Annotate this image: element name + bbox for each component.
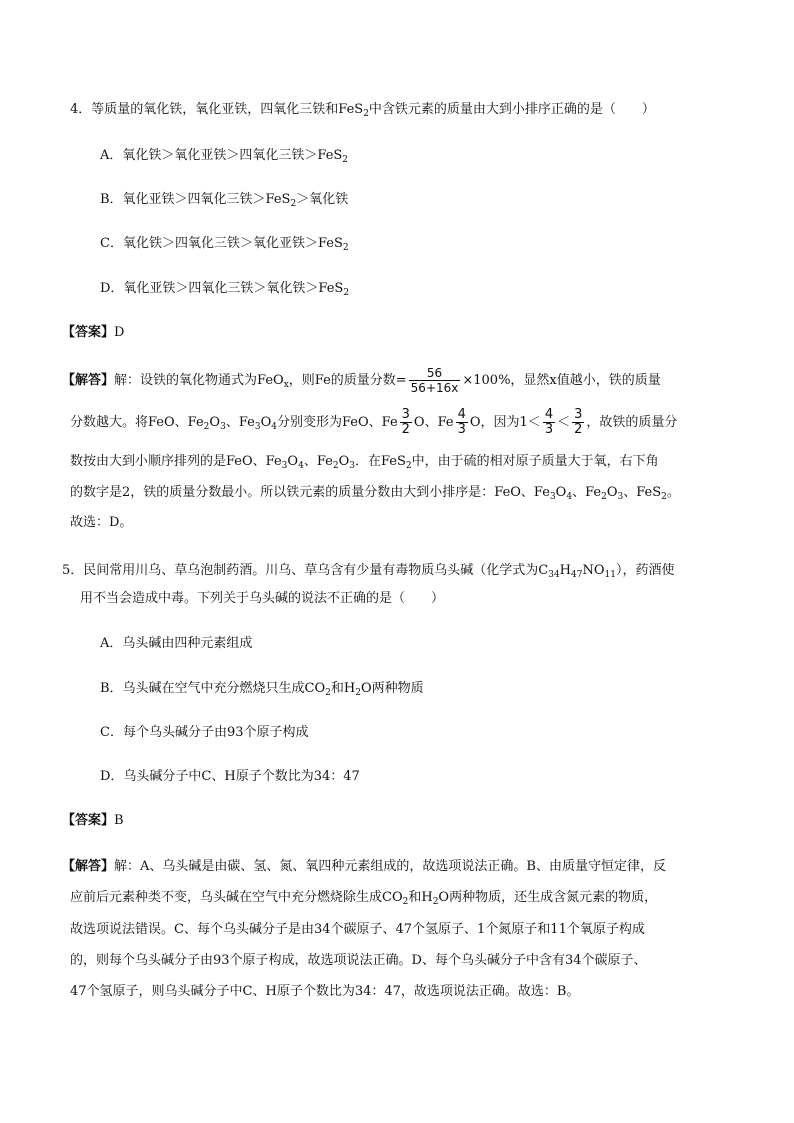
q5-explain-line-2	[70, 888, 657, 908]
q4-explain-l4-b: O	[555, 485, 567, 500]
q4-explain-l2-e: 分别变形为FeO、Fe	[276, 415, 398, 430]
fraction-56-num: 56	[409, 366, 461, 381]
q5-stem1-b: H	[559, 563, 572, 578]
q4-explain-l3-a: 数按由大到小顺序排列的是FeO、Fe	[70, 454, 282, 469]
q4-explain-l2-b: O	[209, 415, 221, 430]
q4-explain-l3-sub-1: 3	[281, 461, 288, 471]
q4-explain-l4-sub-5: 2	[661, 492, 667, 502]
q4-explain-l4-sub-2: 4	[566, 492, 573, 502]
q4-explain-l2-sub-3: 3	[254, 422, 261, 432]
fraction-4-3	[456, 408, 468, 437]
q5-stem1-sub-1: 34	[548, 570, 560, 580]
q5-stem-line-2: 用不当会造成中毒。下列关于乌头碱的说法不正确的是（ ）	[80, 591, 445, 606]
q4-option-d	[100, 279, 349, 299]
q4-option-a	[100, 146, 348, 166]
q5-answer	[62, 811, 124, 831]
fraction-3-2-b-den: 2	[574, 422, 583, 437]
q4-explain-line-1	[62, 366, 661, 396]
q4-option-c-sub: 2	[342, 243, 349, 253]
q4-explain-l4-f: 。	[666, 485, 680, 500]
q5-stem-line-1	[62, 561, 674, 581]
q4-option-c-text: C．氧化铁＞四氧化三铁＞氧化亚铁＞FeS	[100, 236, 343, 251]
q5-option-a: A．乌头碱由四种元素组成	[100, 636, 253, 651]
fraction-3-2-den: 2	[401, 422, 410, 437]
q4-explain-l4-sub-3: 2	[601, 492, 607, 502]
answer-value: D	[114, 325, 125, 340]
q5-explain-line-5: 47个氢原子，则乌头碱分子中C、H原子个数比为34：47，故选项说法正确。故选：B。	[70, 984, 580, 999]
fraction-56	[409, 366, 461, 395]
q5-explain-e1: 解：A、乌头碱是由碳、氢、氮、氧四种元素组成的，故选项说法正确。B、由质量守恒定律，反	[114, 859, 666, 874]
q5-explain-e2-c: O两种物质，还生成含氮元素的物质，	[438, 890, 658, 905]
q4-option-b-text: B．氧化亚铁＞四氧化三铁＞FeS	[100, 192, 291, 207]
q4-explain-l2-i: ，故铁的质量分	[586, 415, 678, 430]
q4-explain-l1-c: ×100%，显然x值越小，铁的质量	[462, 373, 661, 388]
q5-option-d: D．乌头碱分子中C、H原子个数比为34：47	[100, 769, 360, 784]
q4-explain-l3-c: 、Fe	[303, 454, 333, 469]
q5-explain-e2-sub-2: 2	[432, 897, 439, 907]
q4-explain-l3-sub-2: 4	[298, 461, 304, 471]
q5-stem1-sub-3: 11	[604, 570, 616, 580]
fraction-3-2-b-num: 3	[574, 407, 583, 422]
q4-explain-line-4	[70, 483, 680, 503]
q5-explain-line-1	[62, 857, 666, 877]
q5-explain-line-4: 的，则每个乌头碱分子由93个原子构成，故选项说法正确。D、每个乌头碱分子中含有34个碳原子、	[70, 953, 647, 968]
q5-stem1-d: ），药酒使	[615, 563, 675, 578]
q5-explain-e2-sub-1: 2	[402, 897, 409, 907]
q4-option-b	[100, 190, 348, 210]
q5-stem1-c: NO	[582, 563, 605, 578]
fraction-56-den: 56+16x	[410, 381, 459, 395]
explain-tag: 【解答】	[62, 373, 115, 388]
fraction-4-3-den: 3	[457, 422, 466, 437]
q4-explain-l2-g: O，因为1＜	[469, 415, 541, 430]
q5-option-b-b: 和H	[330, 681, 356, 696]
q4-option-b-tail: ＞氧化铁	[296, 192, 349, 207]
q4-explain-l4-sub-1: 3	[549, 492, 556, 502]
q5-stem1-a: 5．民间常用川乌、草乌泡制药酒。川乌、草乌含有少量有毒物质乌头碱（化学式为C	[62, 563, 549, 578]
q4-option-c	[100, 234, 349, 254]
answer-tag: 【答案】	[62, 325, 115, 340]
q4-stem-text: 4．等质量的氧化铁，氧化亚铁，四氧化三铁和FeS	[70, 102, 364, 117]
q4-option-a-text: A．氧化铁＞氧化亚铁＞四氧化三铁＞FeS	[100, 148, 343, 163]
fraction-3-2	[400, 408, 412, 437]
q4-explain-l4-sub-4: 3	[617, 492, 624, 502]
q5-option-b	[100, 679, 424, 699]
q5-explain-line-3: 故选项说法错误。C、每个乌头碱分子是由34个碳原子、47个氢原子、1个氮原子和11个氧原子构成	[70, 922, 645, 937]
q4-explain-l2-c: 、Fe	[225, 415, 255, 430]
q4-explain-l3-d: O	[338, 454, 350, 469]
q4-explain-l2-sub-2: 3	[220, 422, 226, 432]
q4-explain-l1-a: 解：设铁的氧化物通式为FeO	[114, 373, 284, 388]
q4-explain-l2-f: O、Fe	[413, 415, 454, 430]
explain-tag: 【解答】	[62, 859, 115, 874]
q4-explain-line-3	[70, 452, 659, 472]
q5-option-c: C．每个乌头碱分子由93个原子构成	[100, 725, 309, 740]
q5-stem1-sub-2: 47	[571, 570, 583, 580]
q4-explain-l4-a: 的数字是2，铁的质量分数最小。所以铁元素的质量分数由大到小排序是：FeO、Fe	[70, 485, 550, 500]
q4-option-d-text: D．氧化亚铁＞四氧化三铁＞氧化铁＞FeS	[100, 281, 344, 296]
q4-explain-l2-h: ＜	[557, 415, 571, 430]
fraction-3-2-num: 3	[401, 407, 410, 422]
q5-explain-e2-b: 和H	[408, 890, 433, 905]
q4-explain-l3-b: O	[287, 454, 299, 469]
q4-stem-sub: 2	[363, 109, 369, 119]
q4-option-a-sub: 2	[342, 155, 349, 165]
q4-explain-l4-c: 、Fe	[572, 485, 602, 500]
q5-option-b-c: O两种物质	[360, 681, 424, 696]
q4-explain-l2-d: O	[260, 415, 272, 430]
q4-explain-l2-sub-4: 4	[271, 422, 277, 432]
q4-explain-l2-sub-1: 2	[203, 422, 210, 432]
q4-answer	[62, 323, 124, 343]
fraction-3-2-b	[572, 408, 584, 437]
fraction-4-3-b-den: 3	[544, 422, 554, 437]
q4-explain-l4-e: 、FeS	[623, 485, 662, 500]
q4-option-d-sub: 2	[343, 288, 350, 298]
q4-explain-l3-sub-5: 2	[405, 461, 412, 471]
q4-explain-l3-sub-3: 2	[332, 461, 339, 471]
fraction-4-3-b	[543, 408, 555, 437]
q4-explain-line-2	[70, 408, 677, 438]
q4-explain-l2-a: 分数越大。将FeO、Fe	[70, 415, 204, 430]
q4-explain-l1-sub: x	[283, 380, 289, 390]
answer-tag: 【答案】	[62, 813, 115, 828]
q4-stem	[70, 100, 655, 120]
fraction-4-3-b-num: 4	[544, 407, 554, 422]
q4-stem-tail: 中含铁元素的质量由大到小排序正确的是（ ）	[368, 102, 655, 117]
q5-option-b-sub-2: 2	[355, 688, 361, 698]
q5-option-b-sub-1: 2	[325, 688, 331, 698]
q4-explain-l3-f: 中，由于硫的相对原子质量大于氧，右下角	[411, 454, 659, 469]
q5-explain-e2-a: 应前后元素种类不变，乌头碱在空气中充分燃烧除生成CO	[70, 890, 403, 905]
q4-explain-l4-d: O	[606, 485, 618, 500]
q5-option-b-a: B．乌头碱在空气中充分燃烧只生成CO	[100, 681, 326, 696]
q4-explain-l1-b: ，则Fe的质量分数=	[288, 373, 407, 388]
q4-explain-line-5: 故选：D。	[70, 515, 133, 530]
answer-value: B	[114, 813, 124, 828]
q4-explain-l3-e: ．在FeS	[354, 454, 406, 469]
fraction-4-3-num: 4	[457, 407, 466, 422]
q4-explain-l3-sub-4: 3	[349, 461, 355, 471]
q4-option-b-sub: 2	[290, 199, 297, 209]
